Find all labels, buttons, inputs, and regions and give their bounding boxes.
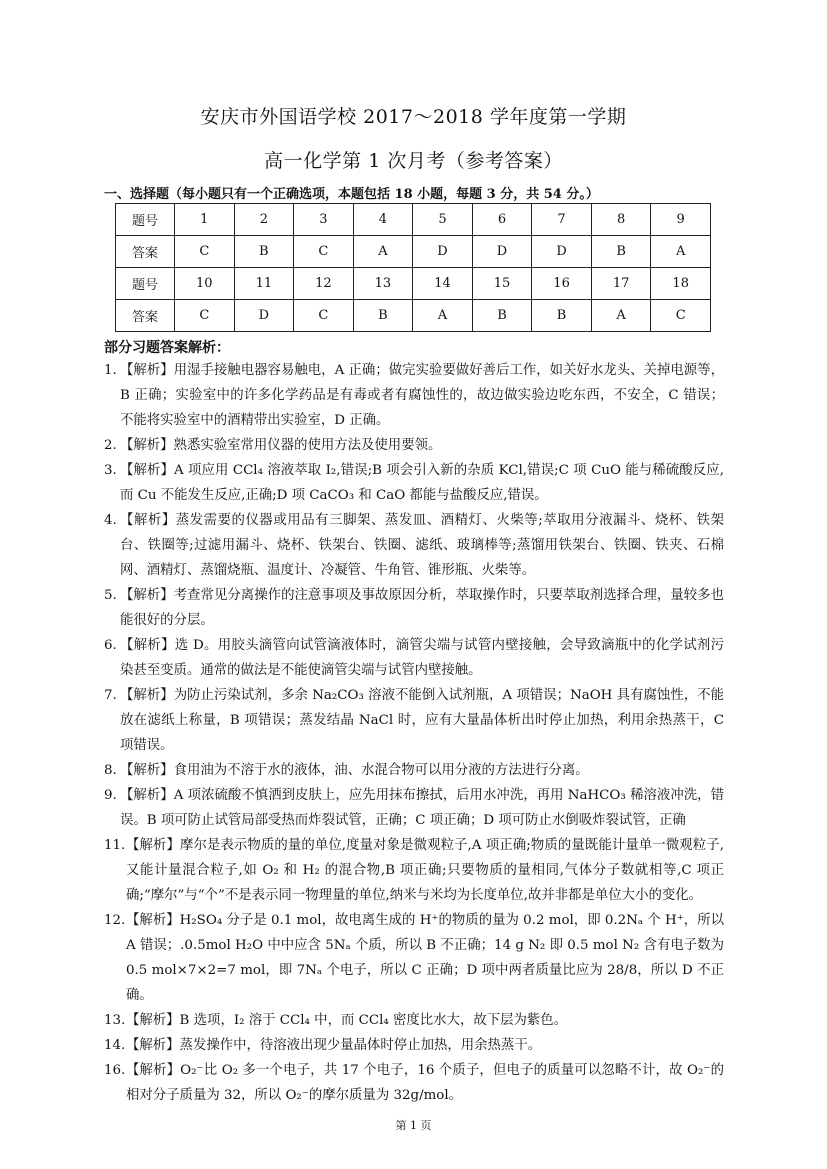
analysis-item-number: 12. xyxy=(104,913,126,928)
table-cell: 8 xyxy=(591,204,651,236)
analysis-item xyxy=(104,758,724,783)
analysis-item xyxy=(104,1008,724,1033)
analysis-heading: 部分习题答案解析： xyxy=(104,340,230,356)
row-label-cell: 题号 xyxy=(116,268,175,300)
analysis-item-text: 【解析】B 选项，I₂ 溶于 CCl₄ 中，而 CCl₄ 密度比水大，故下层为紫色。 xyxy=(126,1013,568,1028)
row-label-cell: 答案 xyxy=(116,236,175,268)
table-cell: 17 xyxy=(591,268,651,300)
analysis-item-text: 【解析】食用油为不溶于水的液体，油、水混合物可以用分液的方法进行分离。 xyxy=(120,763,589,778)
table-cell: 18 xyxy=(651,268,711,300)
table-cell: D xyxy=(234,300,294,332)
table-cell: A xyxy=(353,236,413,268)
answer-table xyxy=(115,203,711,332)
table-cell: B xyxy=(591,236,651,268)
row-label-cell: 题号 xyxy=(116,204,175,236)
table-cell: 11 xyxy=(234,268,294,300)
page-number: 第 1 页 xyxy=(395,1119,432,1132)
table-cell: B xyxy=(234,236,294,268)
analysis-item-number: 2. xyxy=(104,438,117,453)
analysis-item-text: 【解析】A 项应用 CCl₄ 溶液萃取 I₂,错误;B 项会引入新的杂质 KCl,错误;C 项 CuO 能与稀硫酸反应,而 Cu 不能发生反应,正确;D 项 CaCO₃ 和 CaO 都能与盐酸反应,错误。 xyxy=(120,463,724,503)
table-cell: 4 xyxy=(353,204,413,236)
table-cell: A xyxy=(651,236,711,268)
analysis-item-text: 【解析】H₂SO₄ 分子是 0.1 mol，故电离生成的 H⁺的物质的量为 0.2 mol，即 0.2Nₐ 个 H⁺，所以 A 错误；.0.5mol H₂O 中中应含 5Nₐ 个质，所以 B 不正确；14 g N₂ 即 0.5 mol N₂ 含有电子数为 0.5 mol×7×2=7 mol，即 7Nₐ 个电子，所以 C 正确；D 项中两者质量比应为 28/8，所以 D 不正确。 xyxy=(126,913,724,1003)
analysis-item xyxy=(104,633,724,683)
analysis-item-number: 11. xyxy=(104,838,126,853)
table-cell: 3 xyxy=(294,204,354,236)
analysis-item xyxy=(104,683,724,758)
answer-row xyxy=(116,300,711,332)
analysis-list xyxy=(104,358,724,1108)
analysis-item xyxy=(104,783,724,833)
analysis-item-number: 16. xyxy=(104,1063,126,1078)
analysis-item-text: 【解析】蒸发需要的仪器或用品有三脚架、蒸发皿、酒精灯、火柴等;萃取用分液漏斗、烧杯、铁架台、铁圈等;过滤用漏斗、烧杯、铁架台、铁圈、滤纸、玻璃棒等;蒸馏用铁架台、铁圈、铁夹、石棉网、酒精灯、蒸馏烧瓶、温度计、冷凝管、牛角管、锥形瓶、火柴等。 xyxy=(120,513,724,578)
table-cell: 6 xyxy=(472,204,532,236)
table-cell: C xyxy=(175,236,235,268)
table-cell: 10 xyxy=(175,268,235,300)
table-cell: A xyxy=(591,300,651,332)
analysis-item xyxy=(104,1058,724,1108)
document-title-line1: 安庆市外国语学校 2017～2018 学年度第一学期 xyxy=(200,106,627,128)
table-cell: 12 xyxy=(294,268,354,300)
table-cell: 15 xyxy=(472,268,532,300)
analysis-item-number: 3. xyxy=(104,463,117,478)
table-cell: B xyxy=(353,300,413,332)
analysis-item-number: 7. xyxy=(104,688,117,703)
analysis-item-number: 5. xyxy=(104,588,117,603)
analysis-item-number: 6. xyxy=(104,638,117,653)
analysis-item-number: 13. xyxy=(104,1013,126,1028)
table-cell: D xyxy=(532,236,592,268)
table-cell: 16 xyxy=(532,268,592,300)
table-cell: 13 xyxy=(353,268,413,300)
analysis-item xyxy=(104,833,724,908)
table-cell: 2 xyxy=(234,204,294,236)
table-cell: C xyxy=(294,236,354,268)
table-cell: B xyxy=(532,300,592,332)
analysis-item xyxy=(104,458,724,508)
analysis-item xyxy=(104,433,724,458)
answer-row xyxy=(116,236,711,268)
row-label-cell: 答案 xyxy=(116,300,175,332)
analysis-item-text: 【解析】O₂⁻比 O₂ 多一个电子，共 17 个电子，16 个质子，但电子的质量可以忽略不计，故 O₂⁻的相对分子质量为 32，所以 O₂⁻的摩尔质量为 32g/mol。 xyxy=(126,1063,724,1103)
analysis-item-number: 1. xyxy=(104,363,117,378)
table-cell: 14 xyxy=(413,268,473,300)
analysis-item-text: 【解析】熟悉实验室常用仪器的使用方法及使用要领。 xyxy=(120,438,442,453)
table-cell: 5 xyxy=(413,204,473,236)
analysis-item xyxy=(104,358,724,433)
table-cell: A xyxy=(413,300,473,332)
analysis-item-number: 14. xyxy=(104,1038,126,1053)
table-cell: C xyxy=(294,300,354,332)
table-cell: B xyxy=(472,300,532,332)
analysis-item-text: 【解析】选 D。用胶头滴管向试管滴液体时，滴管尖端与试管内壁接触，会导致滴瓶中的化学试剂污染甚至变质。通常的做法是不能使滴管尖端与试管内壁接触。 xyxy=(120,638,724,678)
analysis-item xyxy=(104,583,724,633)
section-heading-choice: 一、选择题（每小题只有一个正确选项，本题包括 18 小题，每题 3 分，共 54 分。） xyxy=(104,187,599,202)
analysis-item-text: 【解析】蒸发操作中，待溶液出现少量晶体时停止加热，用余热蒸干。 xyxy=(126,1038,542,1053)
table-cell: 1 xyxy=(175,204,235,236)
analysis-item-number: 9. xyxy=(104,788,117,803)
analysis-item-text: 【解析】为防止污染试剂，多余 Na₂CO₃ 溶液不能倒入试剂瓶，A 项错误；NaOH 具有腐蚀性，不能放在滤纸上称量，B 项错误；蒸发结晶 NaCl 时，应有大量晶体析出时停止加热，利用余热蒸干，C 项错误。 xyxy=(120,688,724,753)
analysis-item xyxy=(104,1033,724,1058)
table-cell: C xyxy=(175,300,235,332)
document-title-line2: 高一化学第 1 次月考（参考答案） xyxy=(264,150,563,172)
analysis-item xyxy=(104,908,724,1008)
table-cell: D xyxy=(413,236,473,268)
analysis-item-number: 8. xyxy=(104,763,117,778)
table-cell: 9 xyxy=(651,204,711,236)
analysis-item-text: 【解析】A 项浓硫酸不慎洒到皮肤上，应先用抹布擦拭，后用水冲洗，再用 NaHCO₃ 稀溶液冲洗，错误。B 项可防止试管局部受热而炸裂试管，正确；C 项正确；D 项可防止水倒吸炸裂试管，正确 xyxy=(120,788,724,828)
analysis-item xyxy=(104,508,724,583)
analysis-item-number: 4. xyxy=(104,513,117,528)
question-row xyxy=(116,204,711,236)
analysis-item-text: 【解析】摩尔是表示物质的量的单位,度量对象是微观粒子,A 项正确;物质的量既能计量单一微观粒子,又能计量混合粒子,如 O₂ 和 H₂ 的混合物,B 项正确;只要物质的量相同,气体分子数就相等,C 项正确;“摩尔”与“个”不是表示同一物理量的单位,纳米与米均为长度单位,故并非都是单位大小的变化。 xyxy=(126,838,724,903)
analysis-item-text: 【解析】用湿手接触电器容易触电，A 正确；做完实验要做好善后工作，如关好水龙头、关掉电源等，B 正确；实验室中的许多化学药品是有毒或者有腐蚀性的，故边做实验边吃东西，不安全，C 错误；不能将实验室中的酒精带出实验室，D 正确。 xyxy=(120,363,724,428)
table-cell: 7 xyxy=(532,204,592,236)
table-cell: C xyxy=(651,300,711,332)
table-cell: D xyxy=(472,236,532,268)
analysis-item-text: 【解析】考查常见分离操作的注意事项及事故原因分析，萃取操作时，只要萃取剂选择合理，量较多也能很好的分层。 xyxy=(120,588,724,628)
question-row xyxy=(116,268,711,300)
